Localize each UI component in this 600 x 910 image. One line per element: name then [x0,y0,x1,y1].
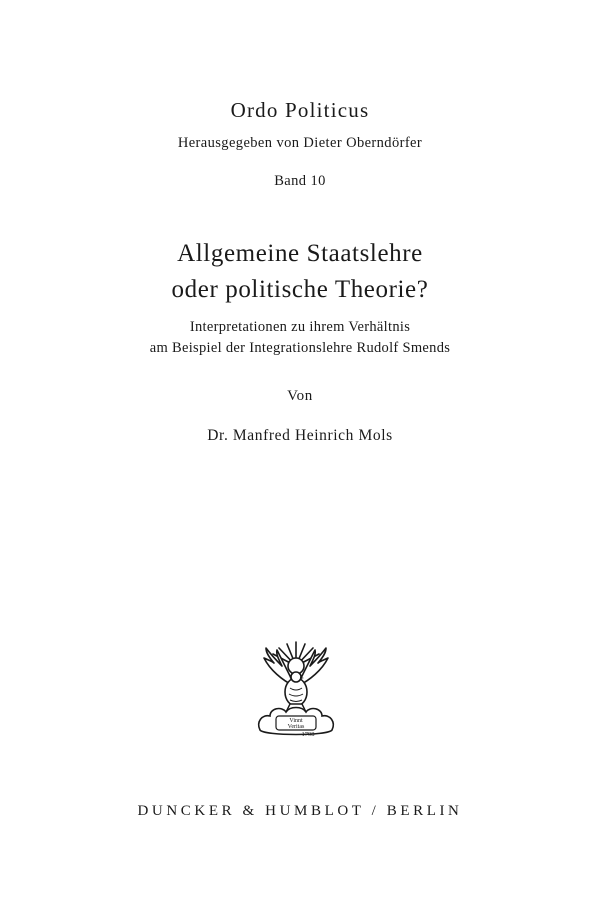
book-title-line-1: Allgemeine Staatslehre [177,240,423,267]
emblem-motto-line-2: Veritas [287,724,305,730]
publisher-imprint: DUNCKER & HUMBLOT / BERLIN [137,803,463,819]
emblem-founding-year: 1798 [301,731,315,738]
phoenix-publisher-emblem-icon [254,636,338,740]
author-name: Dr. Manfred Heinrich Mols [207,427,393,444]
series-editor: Herausgegeben von Dieter Oberndörfer [177,135,423,151]
book-title-line-2: oder politische Theorie? [171,276,429,303]
book-subtitle-line-2: am Beispiel der Integrationslehre Rudolf Smends [149,340,451,356]
volume-number: Band 10 [274,173,326,189]
book-subtitle-line-1: Interpretationen zu ihrem Verhältnis [189,319,411,335]
series-name: Ordo Politicus [230,98,370,122]
emblem-motto-line-1: Vinnt [289,718,303,724]
by-label: Von [287,388,313,404]
